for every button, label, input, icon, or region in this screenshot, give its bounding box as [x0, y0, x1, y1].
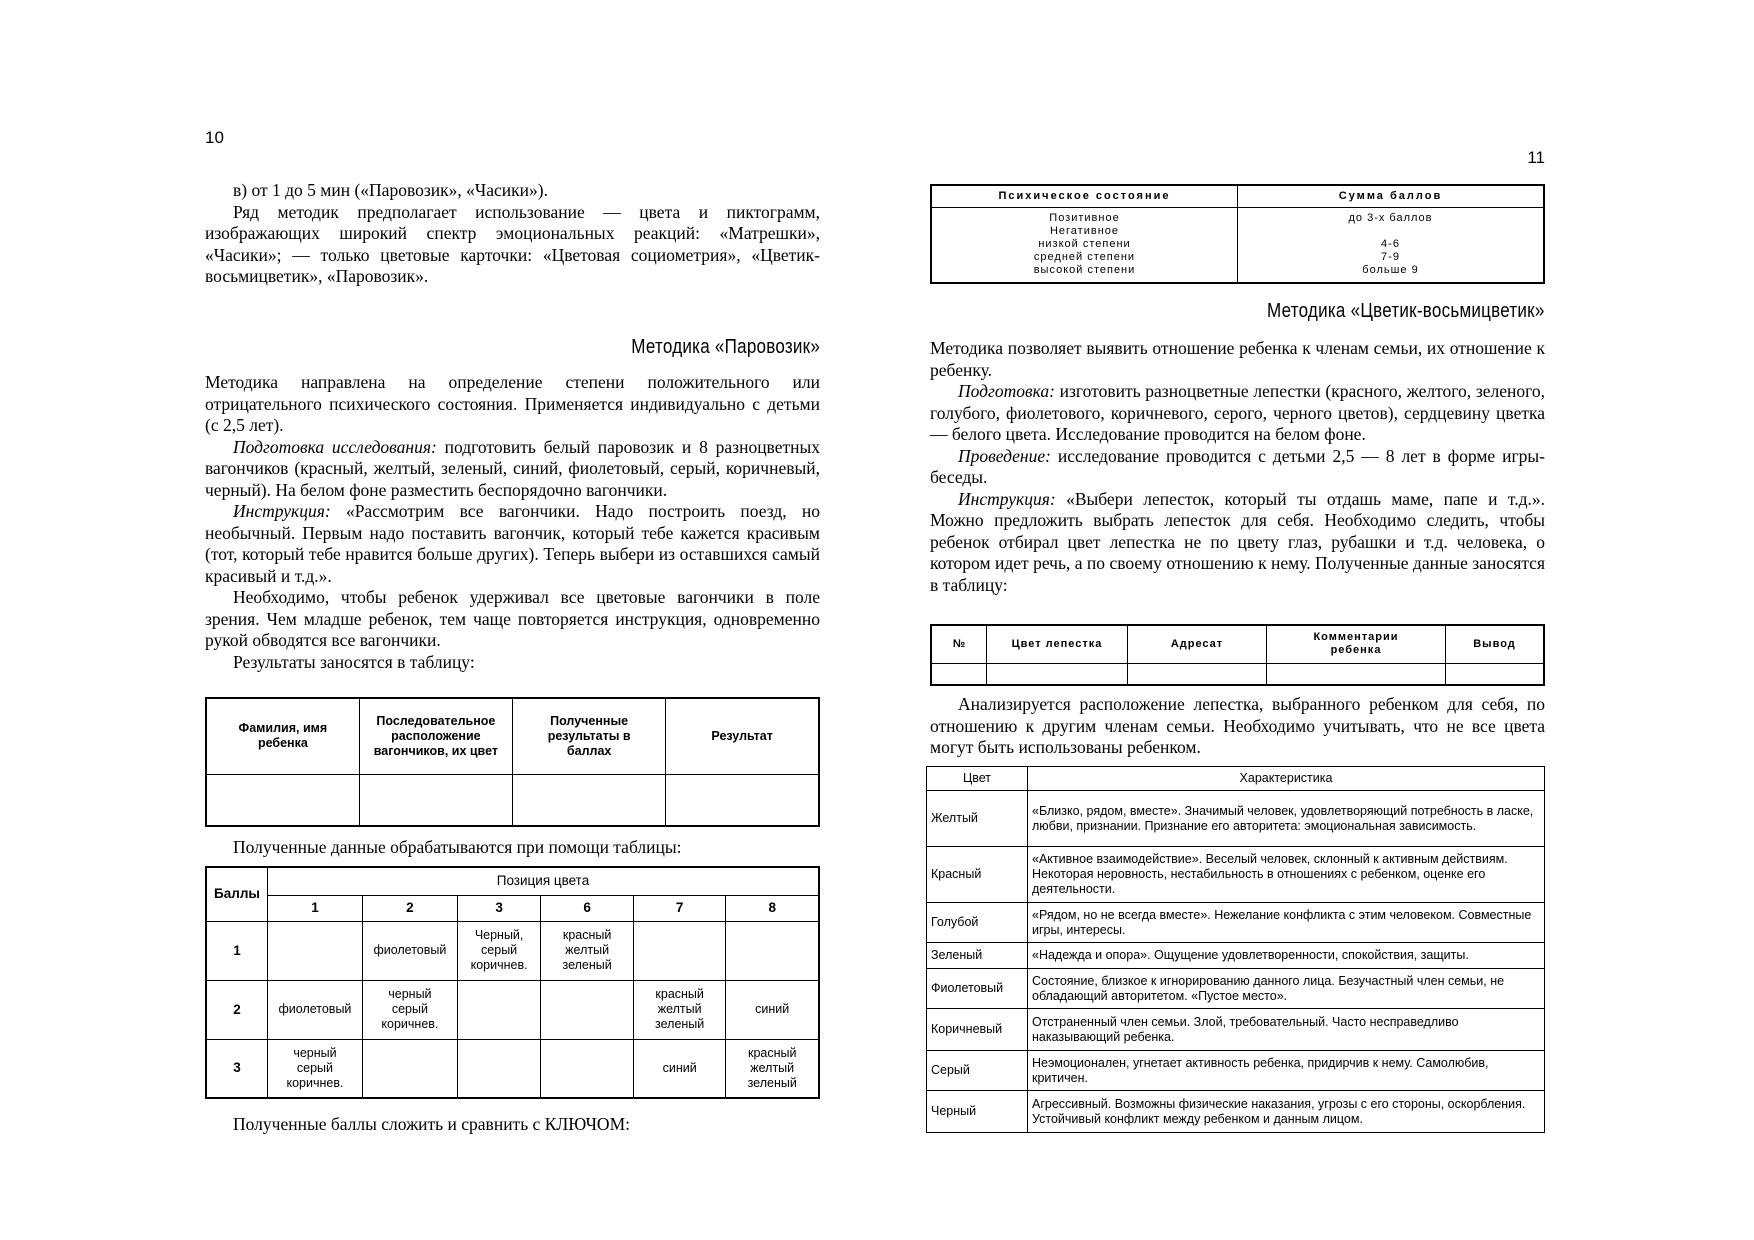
table-cell: красный желтый зеленый [726, 1039, 819, 1098]
paragraph: Полученные баллы сложить и сравнить с КЛЮЧОМ: [233, 1114, 630, 1134]
table-row [927, 1051, 1545, 1091]
score-label: до 3-х баллов [1348, 212, 1433, 225]
table-header: Комментарии ребенка [1267, 625, 1446, 663]
results-table [205, 697, 820, 827]
table-header: Сумма баллов [1238, 185, 1545, 207]
color-name: Красный [927, 847, 1028, 903]
label: Подготовка исследования: [233, 436, 437, 457]
right-page [930, 0, 1545, 1240]
table-header: 3 [457, 895, 540, 921]
table-cell [457, 980, 540, 1039]
paragraph [930, 381, 1545, 446]
table-cell: Черный, серый коричнев. [457, 921, 540, 980]
table-cell [359, 774, 512, 826]
method-text [205, 372, 820, 673]
table-header: Баллы [206, 867, 268, 921]
table-cell: 3 [206, 1039, 268, 1098]
score-label [1238, 225, 1543, 238]
table-header: Последовательное расположение вагончиков, их цвет [359, 698, 512, 774]
table-cell [268, 921, 363, 980]
table-header: № [931, 625, 987, 663]
color-description: «Надежда и опора». Ощущение удовлетворенности, спокойствия, защиты. [1028, 943, 1545, 969]
color-name: Черный [927, 1091, 1028, 1133]
color-name: Коричневый [927, 1009, 1028, 1051]
table-cell: черный серый коричнев. [362, 980, 457, 1039]
paragraph-text: «Выбери лепесток, который ты отдашь маме, папе и т.д.». Можно предложить выбрать лепесток для себя. Необходимо следить, чтобы ребенок отбирал цвет лепестка не по цвету глаз, рубашки и т.д. человека, о котором идет речь, а по своему отношению к нему. Полученные данные заносятся в таблицу: [930, 488, 1545, 595]
table-cell: красный желтый зеленый [633, 980, 726, 1039]
left-page [205, 0, 820, 1240]
table-row [206, 921, 819, 980]
score-table [205, 866, 820, 1099]
paragraph: Результаты заносятся в таблицу: [233, 651, 475, 672]
table-header: Результат [666, 698, 819, 774]
color-description: Неэмоционален, угнетает активность ребенка, придирчив к нему. Самолюбив, критичен. [1028, 1051, 1545, 1091]
section-heading: Методика «Цветик-восьмицветик» [1267, 300, 1545, 322]
table-header: 1 [268, 895, 363, 921]
table-header: Фамилия, имя ребенка [206, 698, 359, 774]
method-text [930, 338, 1545, 596]
table-cell: фиолетовый [362, 921, 457, 980]
table-cell: синий [726, 980, 819, 1039]
table-header: Вывод [1446, 625, 1545, 663]
table-cell: черный серый коричнев. [268, 1039, 363, 1098]
intro-paragraph: Ряд методик предполагает использование — цвета и пиктограмм, изображающих широкий спектр эмоциональных реакций: «Матрешки», «Часики»; — только цветовые карточки: «Цветовая социометрия», «Цветик-восьмицветик», «Паровозик». [205, 201, 820, 286]
state-label: Негативное [1049, 225, 1120, 238]
table-row [927, 1009, 1545, 1051]
table-cell [1267, 663, 1446, 685]
table-cell: фиолетовый [268, 980, 363, 1039]
label: Инструкция: [958, 488, 1056, 509]
table-cell [666, 774, 819, 826]
color-name: Голубой [927, 903, 1028, 943]
paragraph [205, 437, 820, 502]
petal-table [930, 624, 1545, 686]
color-name: Зеленый [927, 943, 1028, 969]
label: Подготовка: [958, 381, 1055, 401]
color-table [926, 766, 1545, 1133]
paragraph-text: исследование проводится с детьми 2,5 — 8 лет в форме игры-беседы. [930, 445, 1545, 487]
table-cell [931, 207, 1238, 283]
table-cell [457, 1039, 540, 1098]
paragraph-text: изготовить разноцветные лепестки (красного, желтого, зеленого, голубого, фиолетового, коричневого, серого, черного цветов), сердцевину цветка — белого цвета. Исследование проводится на белом фоне. [930, 381, 1545, 444]
analysis-text [930, 694, 1545, 759]
table-cell [1446, 663, 1545, 685]
label: Проведение: [958, 445, 1051, 466]
processing-text [205, 837, 820, 859]
page-number: 10 [205, 128, 224, 147]
table-cell [541, 980, 634, 1039]
paragraph-text: подготовить белый паровозик и 8 разноцветных вагончиков (красный, желтый, зеленый, синий, фиолетовый, серый, коричневый, черный). На белом фоне разместить беспорядочно вагончики. [205, 436, 821, 500]
page-number: 11 [1527, 148, 1545, 167]
intro-text [205, 180, 820, 288]
table-row [206, 1039, 819, 1098]
table-cell [1238, 207, 1545, 283]
table-cell [633, 921, 726, 980]
table-cell [987, 663, 1128, 685]
paragraph: Полученные данные обрабатываются при помощи таблицы: [233, 837, 682, 857]
table-header: 2 [362, 895, 457, 921]
score-label: 4-6 [1381, 238, 1400, 251]
table-row [927, 1091, 1545, 1133]
table-header: Полученные результаты в баллах [513, 698, 666, 774]
table-cell [362, 1039, 457, 1098]
state-label: средней степени [1033, 251, 1136, 264]
table-header: Цвет [927, 767, 1028, 791]
table-header: Адресат [1128, 625, 1267, 663]
table-header: Цвет лепестка [987, 625, 1128, 663]
closing-text [205, 1114, 820, 1136]
score-label: 7-9 [1381, 251, 1400, 264]
state-label: низкой степени [1038, 238, 1131, 251]
color-description: «Активное взаимодействие». Веселый человек, склонный к активным действиям. Некоторая неровность, нестабильность в отношениях с ребенком, оценке его деятельности. [1028, 847, 1545, 903]
table-header: 6 [541, 895, 634, 921]
table-header: 8 [726, 895, 819, 921]
table-row [927, 943, 1545, 969]
table-header: Позиция цвета [268, 867, 820, 895]
state-label: высокой степени [1033, 264, 1136, 277]
paragraph: Методика позволяет выявить отношение ребенка к членам семьи, их отношение к ребенку. [930, 338, 1545, 380]
paragraph [205, 501, 820, 587]
table-header: 7 [633, 895, 726, 921]
color-name: Серый [927, 1051, 1028, 1091]
color-description: «Рядом, но не всегда вместе». Нежелание конфликта с этим человеком. Совместные игры, интересы. [1028, 903, 1545, 943]
table-cell [1128, 663, 1267, 685]
table-header: Психическое состояние [931, 185, 1238, 207]
score-label: больше 9 [1362, 264, 1419, 277]
label: Инструкция: [233, 501, 331, 521]
paragraph: Методика направлена на определение степени положительного или отрицательного психического состояния. Применяется индивидуально с детьми (с 2,5 лет). [205, 372, 820, 435]
color-name: Фиолетовый [927, 969, 1028, 1009]
table-row [927, 791, 1545, 847]
table-cell [726, 921, 819, 980]
paragraph [930, 446, 1545, 489]
color-description: «Близко, рядом, вместе». Значимый человек, удовлетворяющий потребность в ласке, любви, признании. Признание его авторитета: эмоциональная зависимость. [1028, 791, 1545, 847]
table-row [927, 969, 1545, 1009]
table-cell [541, 1039, 634, 1098]
color-description: Агрессивный. Возможны физические наказания, угрозы с его стороны, оскорбления. Устойчивый конфликт между ребенком и данным лицом. [1028, 1091, 1545, 1133]
table-header: Характеристика [1028, 767, 1545, 791]
table-cell: красный желтый зеленый [541, 921, 634, 980]
color-name: Желтый [927, 791, 1028, 847]
paragraph-text: «Рассмотрим все вагончики. Надо построить поезд, но необычный. Первым надо поставить вагончик, который тебе кажется красивым (тот, который тебе нравится больше других). Теперь выбери из оставшихся самый красивый и т.д.». [205, 501, 820, 586]
intro-line: в) от 1 до 5 мин («Паровозик», «Часики»). [233, 180, 548, 200]
section-heading: Методика «Паровозик» [631, 336, 820, 358]
color-description: Состояние, близкое к игнорированию данного лица. Безучастный член семьи, не обладающий авторитетом. «Пустое место». [1028, 969, 1545, 1009]
table-cell [931, 663, 987, 685]
table-cell: 1 [206, 921, 268, 980]
table-row [927, 847, 1545, 903]
table-cell [206, 774, 359, 826]
paragraph [930, 489, 1545, 597]
table-cell: 2 [206, 980, 268, 1039]
state-label: Позитивное [1049, 212, 1120, 225]
paragraph: Необходимо, чтобы ребенок удерживал все цветовые вагончики в поле зрения. Чем младше ребенок, тем чаще повторяется инструкция, одновременно рукой обводятся все вагончики. [205, 587, 820, 650]
table-row [927, 903, 1545, 943]
paragraph: Анализируется расположение лепестка, выбранного ребенком для себя, по отношению к другим членам семьи. Необходимо учитывать, что не все цвета могут быть использованы ребенком. [930, 694, 1545, 757]
table-cell: синий [633, 1039, 726, 1098]
table-row [206, 980, 819, 1039]
key-table [930, 184, 1545, 284]
table-cell [513, 774, 666, 826]
color-description: Отстраненный член семьи. Злой, требовательный. Часто несправедливо наказывающий ребенка. [1028, 1009, 1545, 1051]
